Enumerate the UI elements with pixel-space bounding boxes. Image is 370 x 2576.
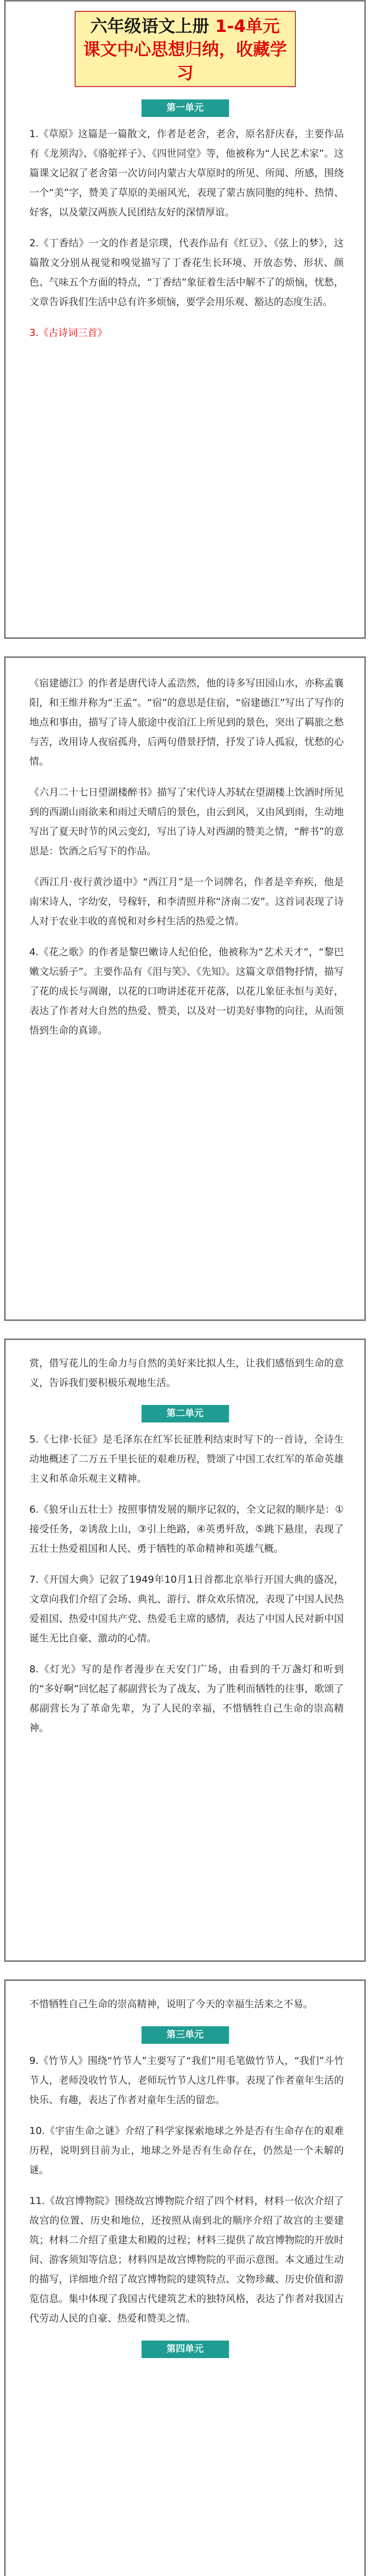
text-dengguang: 8.《灯光》写的是作者漫步在天安门广场，由看到的千万盏灯和听到的“多好啊”回忆起了郝副营长为了战友、为了胜利而牺牲的往事，歌颂了郝副营长为了革命先辈，为了人民的幸福，不惜牺牲自己生命的崇高精神。 (29, 1664, 344, 1734)
text-dingxiangjie: 2.《丁香结》一文的作者是宗璞，代表作品有《红豆》、《弦上的梦》，这篇散文分别从视觉和嗅觉描写了丁香花生长环境、开放态势、形状、颜色、气味五个方面的特点，“丁香结”象征着生活中解不了的烦恼，忧愁，文章告诉我们生活中总有许多烦恼，要学会用乐观、豁达的态度生活。 (29, 238, 344, 308)
title-line (78, 15, 293, 38)
text-kaiguodadian: 7.《开国大典》记叙了1949年10月1日首都北京举行开国大典的盛况，文章向我们介绍了会场、典礼、游行、群众欢乐情况，表现了中国人民热爱祖国、热爱中国共产党、热爱毛主席的感情，表达了中国人民对新中国诞生无比自豪、激动的心情。 (29, 1574, 344, 1644)
page-1 (4, 0, 366, 639)
title-highlight: 1-4单元 (215, 16, 280, 36)
text-dengguang-cont: 不惜牺牲自己生命的崇高精神，说明了今天的幸福生活来之不易。 (29, 1998, 313, 2010)
text-wanghulou: 《六月二十七日望湖楼醉书》描写了宋代诗人苏轼在望湖楼上饮酒时所见到的西湖山雨欲来和雨过天晴后的景色，由云到风，又由风到雨，生动地写出了夏天时节的风云变幻，写出了诗人对西湖的赞美之情，“醉书”的意思是：饮酒之后写下的作品。 (29, 787, 344, 857)
text-gushici: 3.《古诗词三首》 (29, 327, 108, 338)
unit-badge-2: 第二单元 (142, 1405, 229, 1422)
text-changzheng: 5.《七律·长征》是毛泽东在红军长征胜利结束时写下的一首诗，全诗生动地概述了二万五千里长征的艰难历程，赞颂了中国工农红军的革命英雄主义和革命乐观主义精神。 (29, 1434, 344, 1484)
page-2 (4, 656, 366, 1321)
text-huazhige: 4.《花之歌》的作者是黎巴嫩诗人纪伯伦，他被称为“艺术天才”，“黎巴嫩文坛骄子”。主要作品有《泪与笑》、《先知》。这篇文章借物抒情，描写了花的成长与凋谢，以花的口吻讲述花开花落，以花儿象征永恒与美好，表达了作者对大自然的热爱、赞美，以及对一切美好事物的向往，从而领悟到生命的真谛。 (29, 946, 344, 1036)
subtitle: 课文中心思想归纳，收藏学习 (83, 39, 287, 83)
text-xijiangyue: 《西江月·夜行黄沙道中》“西江月”是一个词牌名，作者是辛弃疾，他是南宋诗人，字幼安，号稼轩，和李清照并称“济南二安”。这首词表现了诗人对于农业丰收的喜悦和对乡村生活的热爱之情。 (29, 876, 344, 927)
text-gugong: 11.《故宫博物院》围绕故宫博物院介绍了四个材料，材料一依次介绍了故宫的位置、历史和地位，还按照从南到北的顺序介绍了故宫的主要建筑；材料二介绍了重建太和殿的过程；材料三提供了故宫博物院的开放时间、游客须知等信息；材料四是故宫博物院的平面示意图。本文通过生动的描写，详细地介绍了故宫博物院的建筑特点、文物珍藏、历史价值和游览信息。集中体现了我国古代建筑艺术的独特风格，表达了作者对我国古代劳动人民的自豪、热爱和赞美之情。 (29, 2195, 344, 2324)
text-huazhige-cont: 赏，借写花儿的生命力与自然的美好来比拟人生，让我们感悟到生命的意义，告诉我们要积极乐观地生活。 (29, 1358, 344, 1388)
title-card (75, 11, 296, 87)
text-zhujieren: 9.《竹节人》围绕“竹节人”主要写了“我们”用毛笔做竹节人，“我们”斗竹节人，老师没收竹节人，老师玩竹节人这几件事。表现了作者童年生活的快乐、有趣，表达了作者对童年生活的留恋。 (29, 2055, 344, 2106)
text-yuzhoushengming: 10.《宇宙生命之谜》介绍了科学家探索地球之外是否有生命存在的艰难历程，说明到目前为止，地球之外是否有生命存在，仍然是一个未解的谜。 (29, 2125, 344, 2176)
unit-badge-3: 第三单元 (142, 2026, 229, 2044)
title-prefix: 六年级语文上册 (90, 16, 209, 36)
unit-badge-4: 第四单元 (142, 2341, 229, 2358)
text-sujiandejiang: 《宿建德江》的作者是唐代诗人孟浩然，他的诗多写田园山水，亦称孟襄阳，和王维并称为“王孟”。“宿”的意思是住宿，“宿建德江”写出了写作的地点和事由，描写了诗人旅途中夜泊江上所见到的景色，突出了羁旅之愁与苦，改用诗人夜宿孤舟，后两句借景抒情，抒发了诗人孤寂，忧愁的心情。 (29, 677, 344, 767)
page-4 (4, 1979, 366, 2576)
page-3 (4, 1338, 366, 1962)
text-langyashan: 6.《狼牙山五壮士》按照事情发展的顺序记叙的，全文记叙的顺序是：①接受任务，②诱敌上山，③引上绝路，④英勇歼敌，⑤跳下悬崖，表现了五壮士热爱祖国和人民、勇于牺牲的革命精神和英雄气概。 (29, 1504, 344, 1554)
unit-badge-1: 第一单元 (142, 99, 229, 117)
text-caoyuan: 1.《草原》这篇是一篇散文，作者是老舍，老舍，原名舒庆春，主要作品有《龙须沟》、《骆驼祥子》、《四世同堂》等，他被称为“人民艺术家”。这篇课文记叙了老舍第一次访问内蒙古大草原时的所见、所闻、所感，围绕一个“美”字，赞美了草原的美丽风光，表现了蒙古族同胞的纯朴、热情、好客，以及蒙汉两族人民团结友好的深情厚谊。 (29, 128, 344, 218)
